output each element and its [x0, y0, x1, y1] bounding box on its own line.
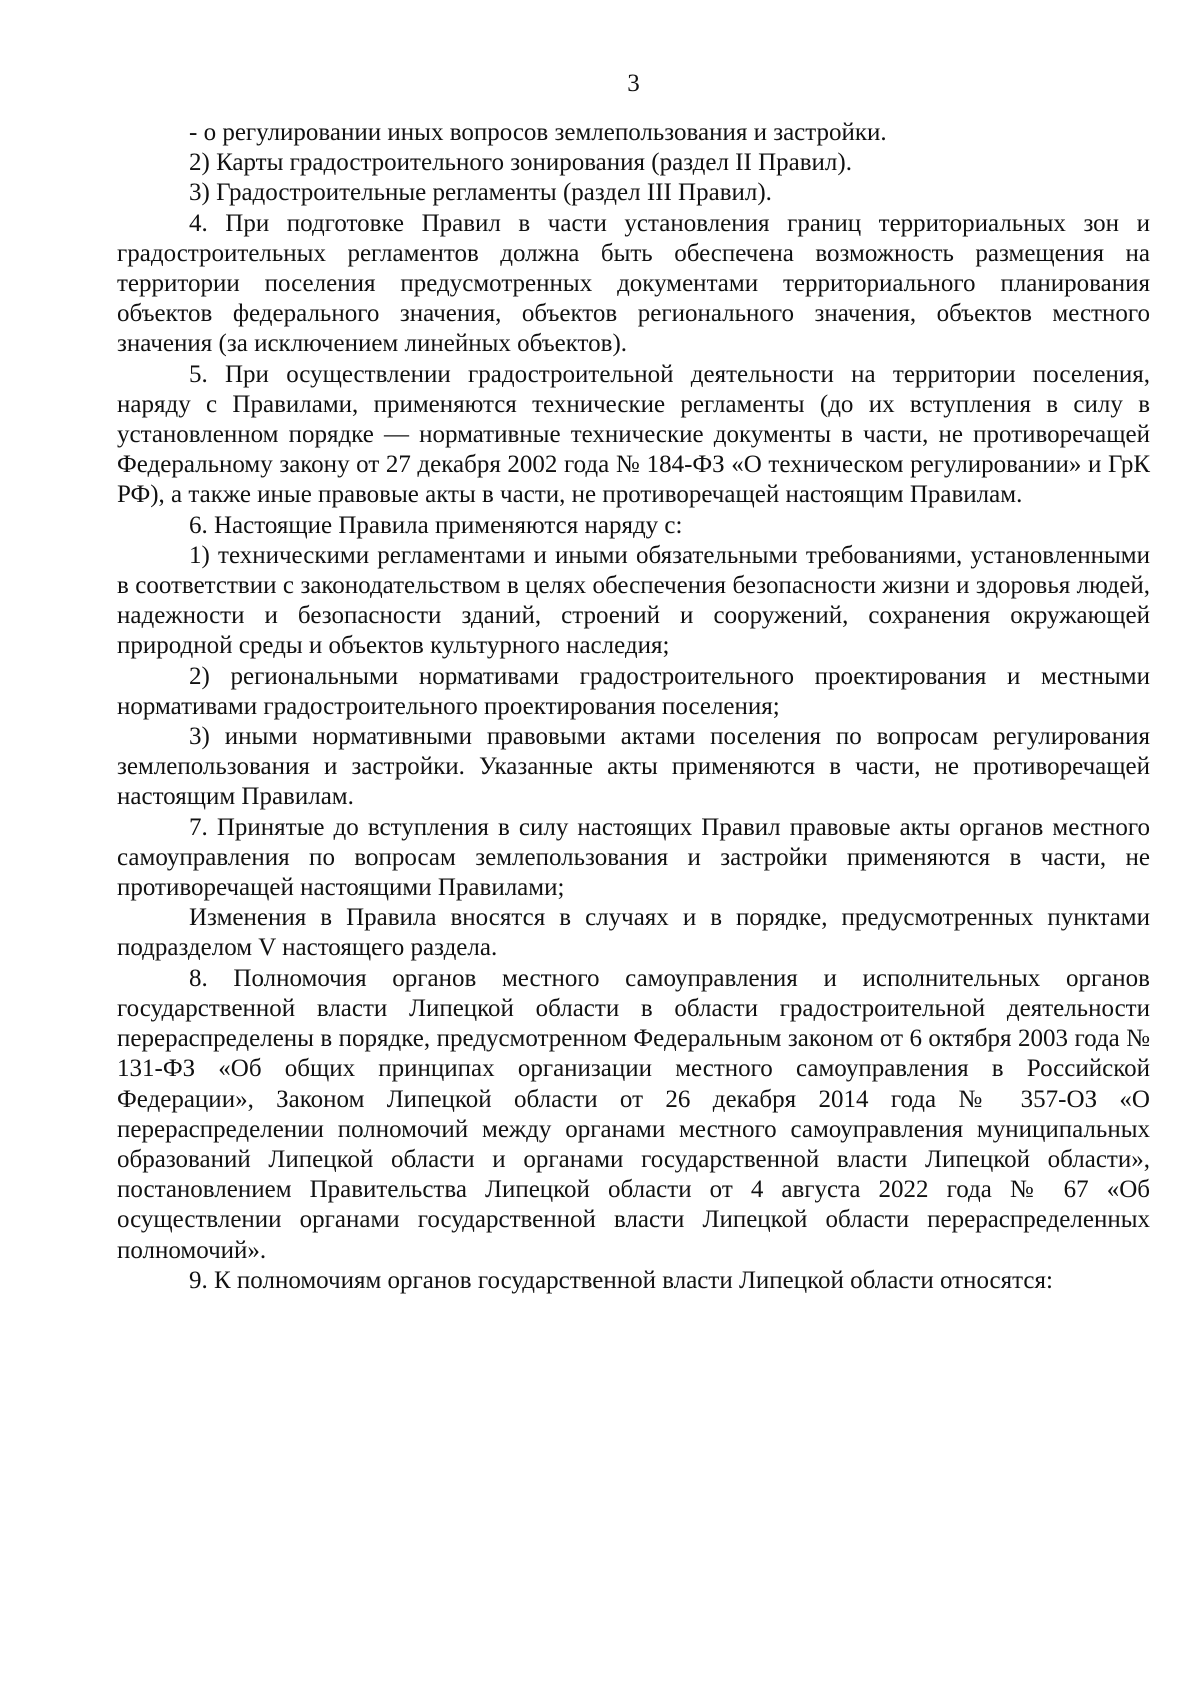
paragraph-amendments: Изменения в Правила вносятся в случаях и в порядке, предусмотренных пунктами подразделом V настоящего раздела. — [117, 904, 1150, 962]
paragraph-item-6-sub-2: 2) региональными нормативами градостроительного проектирования и местными нормативами градостроительного проектирования поселения; — [117, 662, 1150, 720]
paragraph-item-7: 7. Принятые до вступления в силу настоящих Правил правовые акты органов местного самоуправления по вопросам землепользования и застройки применяются в части, не противоречащей настоящими Правилами; — [117, 813, 1150, 902]
paragraph-item-6-sub-3: 3) иными нормативными правовыми актами поселения по вопросам регулирования землепользования и застройки. Указанные акты применяются в части, не противоречащей настоящим Правилам. — [117, 723, 1150, 811]
paragraph-item-6: 6. Настоящие Правила применяются наряду с: — [189, 511, 683, 539]
paragraph-item-8: 8. Полномочия органов местного самоуправления и исполнительных органов государственной власти Липецкой области в области градостроительной деятельности перераспределены в порядке, предусмотренном Федеральным законом от 6 октября 2003 года № 131-ФЗ «Об общих принципах организации местного самоуправления в Российской Федерации», Законом Липецкой области от 26 декабря 2014 года № 357-ОЗ «О перераспределении полномочий между органами местного самоуправления муниципальных образований Липецкой области и органами государственной власти Липецкой области», постановлением Правительства Липецкой области от 4 августа 2022 года № 67 «Об осуществлении органами государственной власти Липецкой области перераспределенных полномочий». — [117, 964, 1150, 1264]
paragraph-regulations: 3) Градостроительные регламенты (раздел III Правил). — [189, 179, 772, 207]
paragraph-zoning-maps: 2) Карты градостроительного зонирования (раздел II Правил). — [189, 149, 852, 177]
paragraph-item-6-sub-1: 1) техническими регламентами и иными обязательными требованиями, установленными в соответствии с законодательством в целях обеспечения безопасности жизни и здоровья людей, надежности и безопасности зданий, строений и сооружений, сохранения окружающей природной среды и объектов культурного наследия; — [117, 541, 1150, 660]
paragraph-list-item-other-issues: - о регулировании иных вопросов землепользования и застройки. — [189, 119, 887, 146]
document-body — [117, 118, 1150, 1296]
page-number: 3 — [627, 70, 640, 97]
paragraph-item-9: 9. К полномочиям органов государственной власти Липецкой области относятся: — [189, 1266, 1053, 1294]
paragraph-item-5: 5. При осуществлении градостроительной деятельности на территории поселения, наряду с Правилами, применяются технические регламенты (до их вступления в силу в установленном порядке — нормативные технические документы в части, не противоречащей Федеральному закону от 27 декабря 2002 года № 184-ФЗ «О техническом регулировании» и ГрК РФ), а также иные правовые акты в части, не противоречащей настоящим Правилам. — [117, 360, 1150, 509]
paragraph-item-4: 4. При подготовке Правил в части установления границ территориальных зон и градостроительных регламентов должна быть обеспечена возможность размещения на территории поселения предусмотренных документами территориального планирования объектов федерального значения, объектов регионального значения, объектов местного значения (за исключением линейных объектов). — [117, 209, 1150, 358]
